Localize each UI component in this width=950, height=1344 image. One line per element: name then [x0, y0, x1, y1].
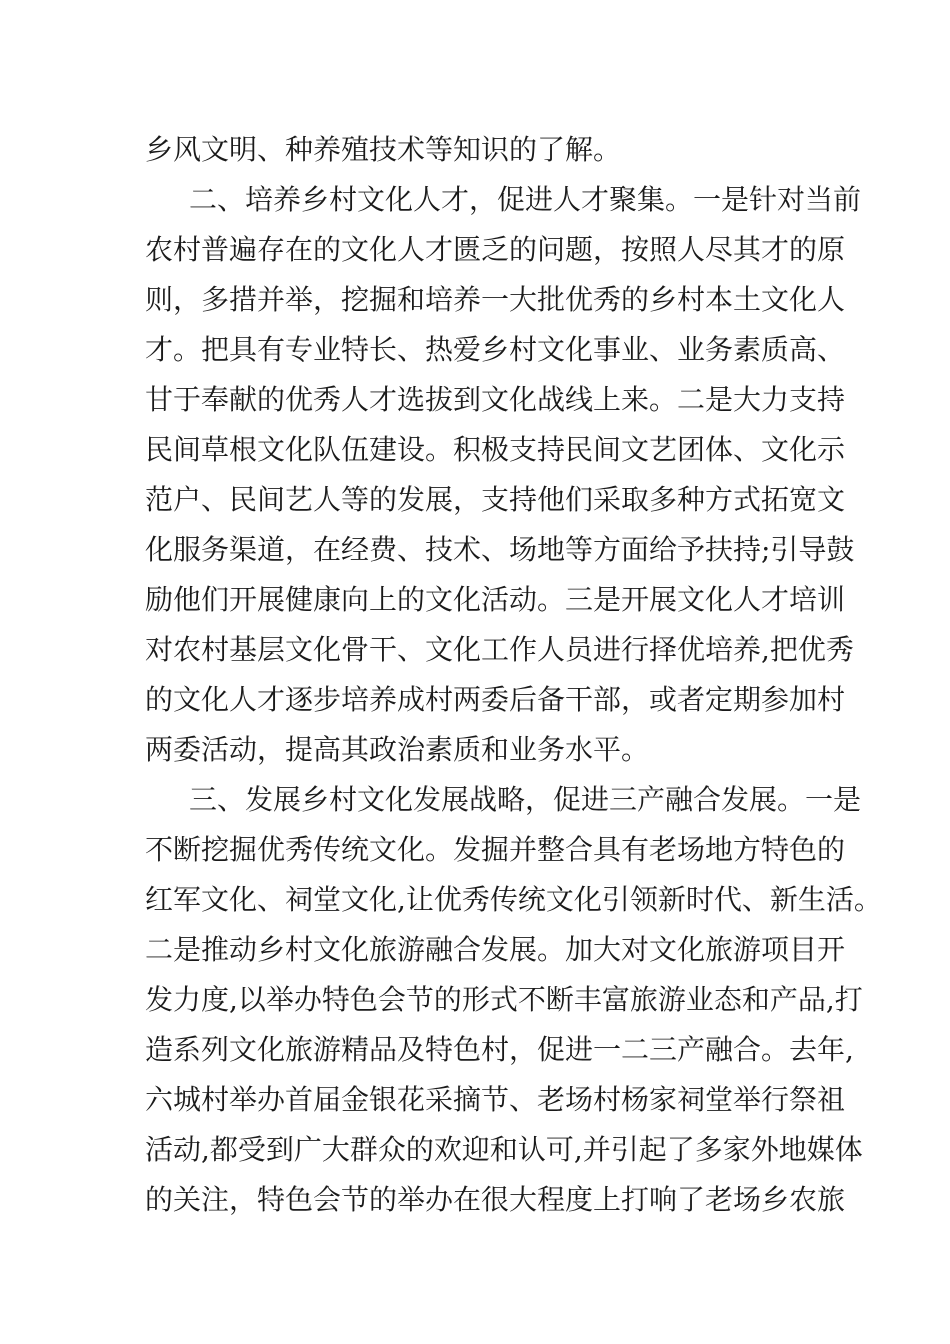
text-line: 两委活动，提高其政治素质和业务水平。: [145, 733, 650, 766]
text-line: 农村普遍存在的文化人才匮乏的问题，按照人尽其才的原: [145, 233, 846, 266]
text-line: 励他们开展健康向上的文化活动。三是开展文化人才培训: [145, 583, 846, 616]
text-line: 对农村基层文化骨干、文化工作人员进行择优培养,把优秀: [145, 633, 854, 666]
text-line: 则，多措并举，挖掘和培养一大批优秀的乡村本土文化人: [145, 283, 846, 316]
text-line: 发力度,以举办特色会节的形式不断丰富旅游业态和产品,打: [145, 983, 863, 1016]
body-text: [145, 125, 882, 1225]
text-line: 活动,都受到广大群众的欢迎和认可,并引起了多家外地媒体: [145, 1133, 863, 1166]
text-line: 才。把具有专业特长、热爱乡村文化事业、业务素质高、: [145, 333, 846, 366]
text-line: 甘于奉献的优秀人才选拔到文化战线上来。二是大力支持: [145, 383, 846, 416]
text-line: 的关注，特色会节的举办在很大程度上打响了老场乡农旅: [145, 1183, 846, 1216]
text-line: 不断挖掘优秀传统文化。发掘并整合具有老场地方特色的: [145, 833, 846, 866]
text-line: 的文化人才逐步培养成村两委后备干部，或者定期参加村: [145, 683, 846, 716]
text-line: 化服务渠道，在经费、技术、场地等方面给予扶持;引导鼓: [145, 533, 855, 566]
paragraph-3-start: 三、发展乡村文化发展战略，促进三产融合发展。一是: [189, 783, 862, 816]
paragraph-2-start: 二、培养乡村文化人才，促进人才聚集。一是针对当前: [189, 183, 862, 216]
text-line: 红军文化、祠堂文化,让优秀传统文化引领新时代、新生活。: [145, 883, 882, 916]
text-line: 二是推动乡村文化旅游融合发展。加大对文化旅游项目开: [145, 933, 846, 966]
text-line: 范户、民间艺人等的发展，支持他们采取多种方式拓宽文: [145, 483, 846, 516]
text-line: 六城村举办首届金银花采摘节、老场村杨家祠堂举行祭祖: [145, 1083, 846, 1116]
text-line: 乡风文明、种养殖技术等知识的了解。: [145, 133, 622, 166]
text-line: 民间草根文化队伍建设。积极支持民间文艺团体、文化示: [145, 433, 846, 466]
text-line: 造系列文化旅游精品及特色村，促进一二三产融合。去年,: [145, 1033, 854, 1066]
